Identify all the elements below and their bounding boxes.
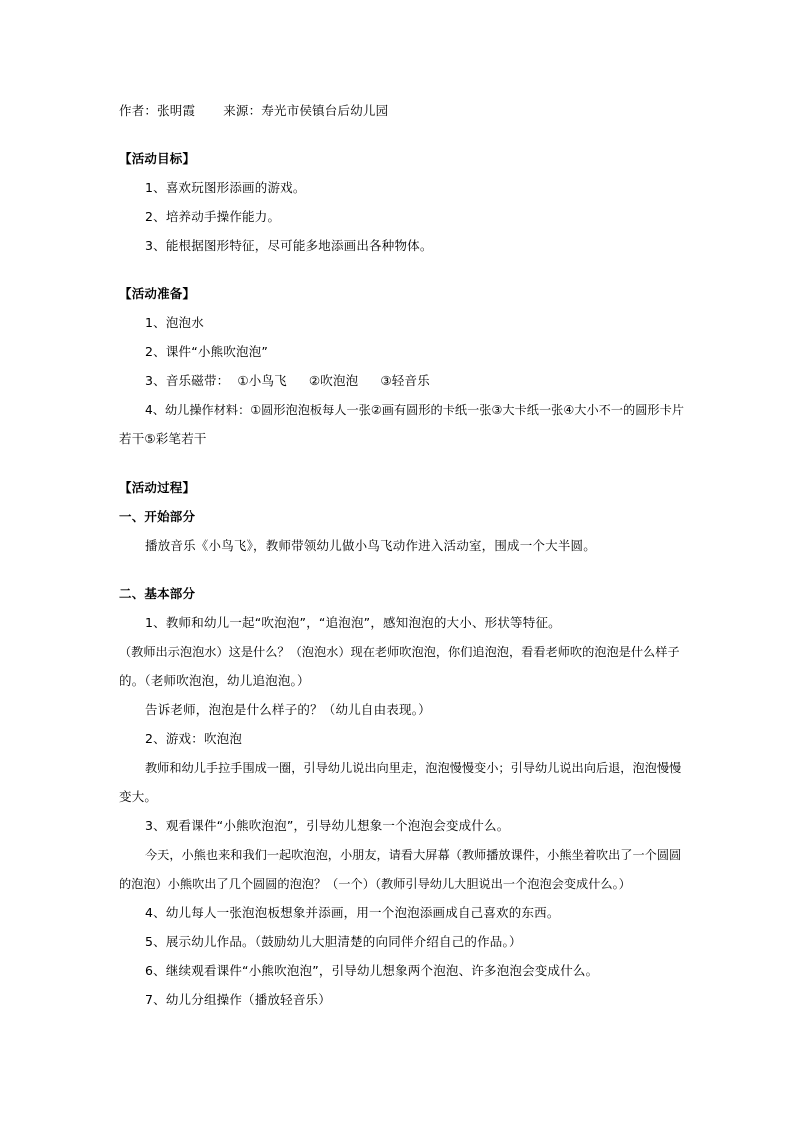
music-track: ①小鸟飞 <box>237 373 287 388</box>
part2-line: 告诉老师，泡泡是什么样子的？（幼儿自由表现。） <box>145 702 431 717</box>
music-track: ②吹泡泡 <box>308 373 359 388</box>
part2-line: （教师出示泡泡水）这是什么？（泡泡水）现在老师吹泡泡，你们追泡泡，看看老师吹的泡泡是什么样子 <box>119 645 680 659</box>
part2-line: 1、教师和幼儿一起“吹泡泡”，“追泡泡”，感知泡泡的大小、形状等特征。 <box>145 615 561 630</box>
goal-item: 2、培养动手操作能力。 <box>145 209 281 224</box>
goal-item: 3、能根据图形特征，尽可能多地添画出各种物体。 <box>145 238 433 253</box>
part1-text: 播放音乐《小鸟飞》，教师带领幼儿做小鸟飞动作进入活动室，围成一个大半圆。 <box>145 538 596 553</box>
prep-item: 1、泡泡水 <box>145 315 204 330</box>
meta-line <box>119 103 388 119</box>
part2-line: 教师和幼儿手拉手围成一圈，引导幼儿说出向里走，泡泡慢慢变小；引导幼儿说出向后退，泡泡慢慢 <box>145 761 682 775</box>
part1-title: 一、开始部分 <box>119 509 196 524</box>
part2-line: 3、观看课件“小熊吹泡泡”，引导幼儿想象一个泡泡会变成什么。 <box>145 818 510 833</box>
part2-line: 变大。 <box>119 789 158 804</box>
process-heading: 【活动过程】 <box>119 480 196 495</box>
source-label: 来源：寿光市侯镇台后幼儿园 <box>223 103 389 118</box>
part2-line: 2、游戏：吹泡泡 <box>145 731 243 746</box>
music-track: ③轻音乐 <box>380 373 430 388</box>
part2-line: 5、展示幼儿作品。（鼓励幼儿大胆清楚的向同伴介绍自己的作品。） <box>145 934 522 949</box>
prep-item-continued: 若干⑤彩笔若干 <box>119 431 207 446</box>
prep-item-music <box>145 373 430 389</box>
goal-item: 1、喜欢玩图形添画的游戏。 <box>145 180 306 195</box>
author-label: 作者：张明霞 <box>119 103 196 118</box>
goals-heading: 【活动目标】 <box>119 151 196 166</box>
prep-heading: 【活动准备】 <box>119 286 196 301</box>
part2-line: 4、幼儿每人一张泡泡板想象并添画，用一个泡泡添画成自己喜欢的东西。 <box>145 905 560 920</box>
prep-item: 2、课件“小熊吹泡泡” <box>145 344 269 359</box>
part2-line: 6、继续观看课件“小熊吹泡泡”，引导幼儿想象两个泡泡、许多泡泡会变成什么。 <box>145 963 599 978</box>
part2-title: 二、基本部分 <box>119 586 196 601</box>
part2-line: 7、幼儿分组操作（播放轻音乐） <box>145 992 331 1007</box>
music-label: 3、音乐磁带： <box>145 373 230 388</box>
part2-line: 的泡泡）小熊吹出了几个圆圆的泡泡？（一个）（教师引导幼儿大胆说出一个泡泡会变成什么。） <box>119 877 631 891</box>
part2-line: 今天，小熊也来和我们一起吹泡泡，小朋友，请看大屏幕（教师播放课件，小熊坐着吹出了一个圆圆 <box>145 848 682 862</box>
part2-line: 的。（老师吹泡泡，幼儿追泡泡。） <box>119 673 310 688</box>
prep-item: 4、幼儿操作材料：①圆形泡泡板每人一张②画有圆形的卡纸一张③大卡纸一张④大小不一的圆形卡片 <box>145 403 684 417</box>
